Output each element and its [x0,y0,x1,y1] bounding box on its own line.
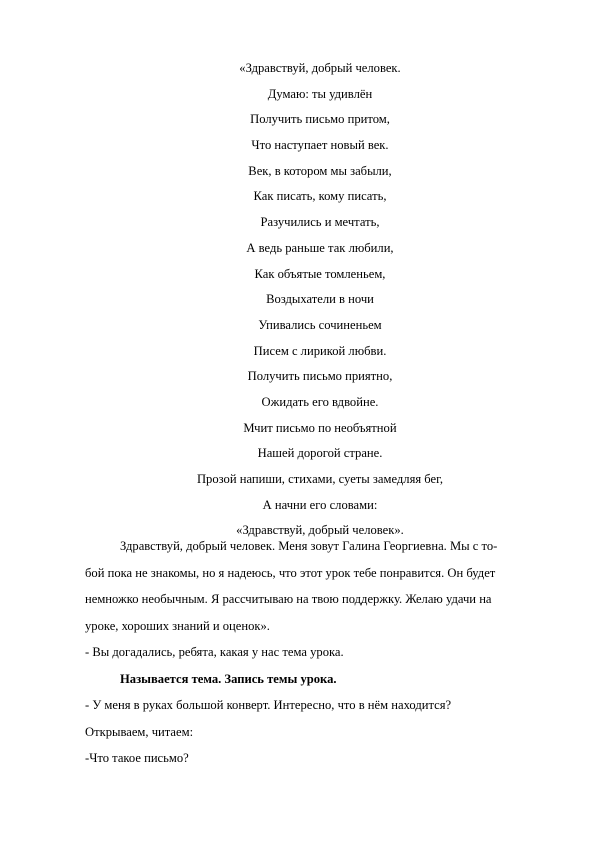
poem-line: Упивались сочиненьем [258,317,382,332]
prose-line: немножко необычным. Я рассчитываю на твою поддержку. Желаю удачи на [85,592,492,606]
lesson-text [85,533,550,772]
poem-line: Мчит письмо по необъятной [243,420,397,435]
poem-line: А ведь раньше так любили, [246,240,394,255]
prose-line: -Что такое письмо? [85,751,189,765]
prose-line: уроке, хороших знаний и оценок». [85,618,270,633]
poem-line: Писем с лирикой любви. [253,343,387,358]
poem-line: Прозой напиши, стихами, суеты замедляя бег, [196,472,444,486]
prose-line: - У меня в руках большой конверт. Интересно, что в нём находится? [85,698,452,712]
lesson-topic-heading: Называется тема. Запись темы урока. [120,671,337,686]
poem-line: Как писать, кому писать, [253,189,387,204]
poem-line: А начни его словами: [262,497,378,512]
prose-line: Здравствуй, добрый человек. Меня зовут Галина Георгиевна. Мы с то- [120,539,498,553]
poem-line: Как объятые томленьем, [254,266,386,281]
poem-line: Век, в котором мы забыли, [248,163,392,178]
poem-line: Ожидать его вдвойне. [261,394,379,409]
poem-line: «Здравствуй, добрый человек». [236,523,404,538]
poem-line: Думаю: ты удивлён [267,86,373,101]
poem-line: Что наступает новый век. [251,138,389,153]
prose-line: - Вы догадались, ребята, какая у нас тема урока. [85,645,344,659]
poem-line: Получить письмо притом, [250,112,390,127]
prose-line: бой пока не знакомы, но я надеюсь, что этот урок тебе понравится. Он будет [85,565,496,580]
poem-line: Воздыхатели в ночи [266,292,374,307]
poem-line: «Здравствуй, добрый человек. [239,61,401,75]
poem-line: Нашей дорогой стране. [257,446,383,461]
prose-line: Открываем, читаем: [85,724,194,739]
poem-line: Получить письмо приятно, [247,369,393,384]
poem-line: Разучились и мечтать, [260,215,380,230]
poem-letter [0,56,595,544]
